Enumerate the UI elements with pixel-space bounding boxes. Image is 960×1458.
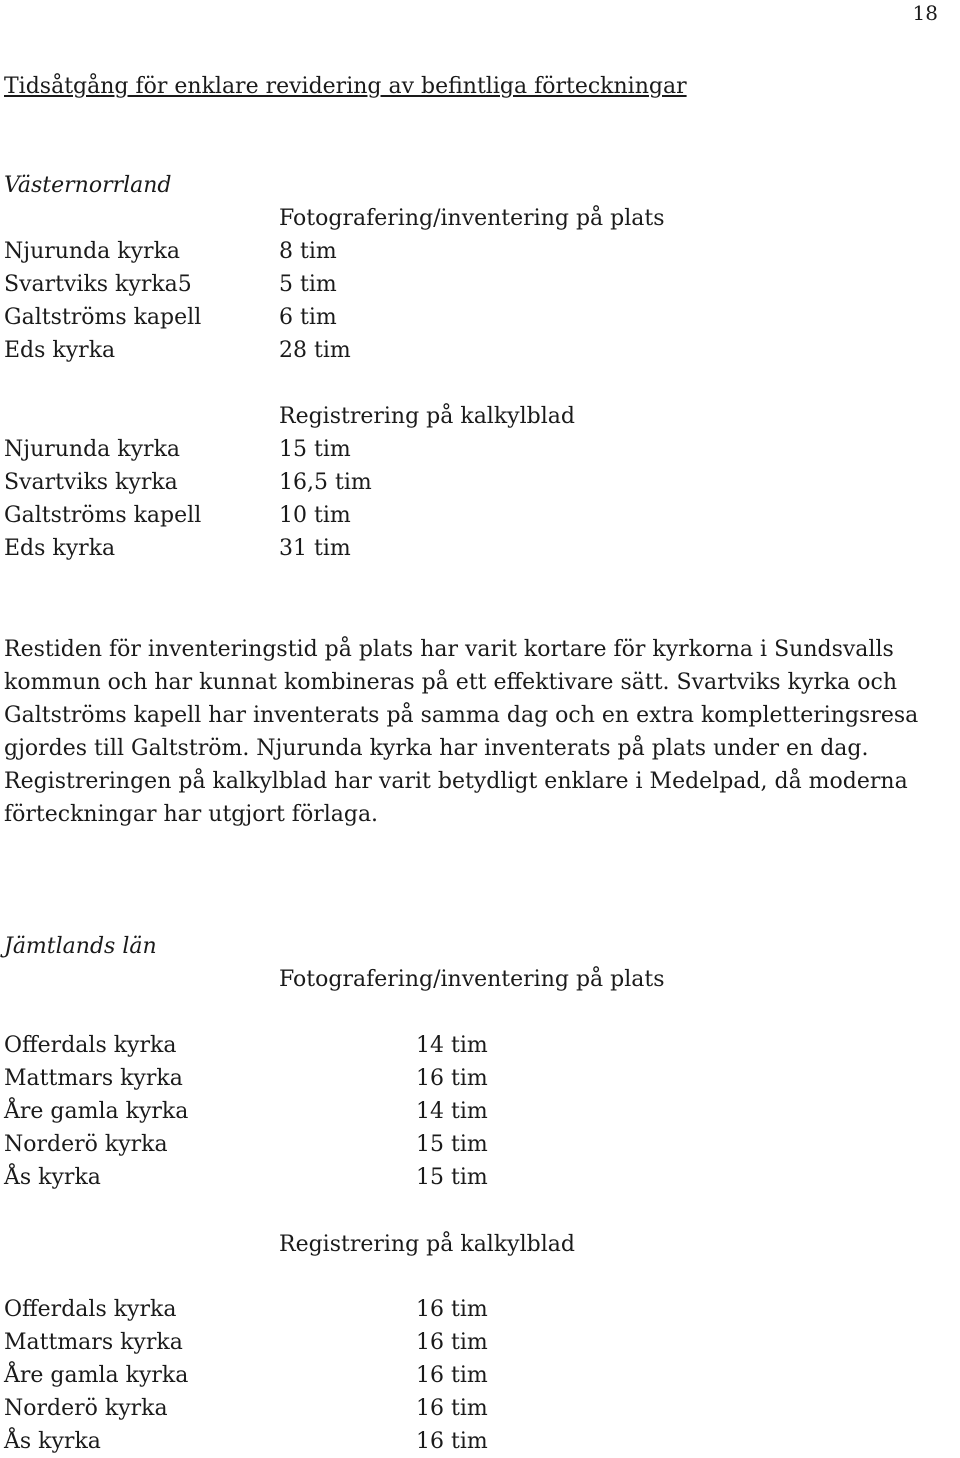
- hours-value: 16 tim: [416, 1363, 488, 1388]
- hours-value: 15 tim: [279, 437, 351, 462]
- hours-value: 16 tim: [416, 1297, 488, 1322]
- hours-value: 8 tim: [279, 239, 337, 264]
- foto-heading: Fotografering/inventering på plats: [279, 206, 665, 231]
- page-title: Tidsåtgång för enklare revidering av befintliga förteckningar: [4, 74, 687, 99]
- body-paragraph: Restiden för inventeringstid på plats har varit kortare för kyrkorna i Sundsvalls kommun och har kunnat kombineras på ett effektivare sätt. Svartviks kyrka och Galtströms kapell har inventerats på samma dag och en extra kompletteringsresa gjordes till Galtström. Njurunda kyrka har inventerats på plats under en dag. Registreringen på kalkylblad har varit betydligt enklare i Medelpad, då moderna förteckningar har utgjort förlaga.: [4, 637, 919, 827]
- hours-value: 16,5 tim: [279, 470, 372, 495]
- church-name: Eds kyrka: [4, 536, 116, 561]
- church-name: Galtströms kapell: [4, 305, 202, 330]
- church-name: Njurunda kyrka: [4, 437, 181, 462]
- church-name: Svartviks kyrka: [4, 470, 178, 495]
- hours-value: 31 tim: [279, 536, 351, 561]
- church-name: Åre gamla kyrka: [4, 1099, 189, 1124]
- hours-value: 16 tim: [416, 1396, 488, 1421]
- church-name: Mattmars kyrka: [4, 1066, 183, 1091]
- church-name: Mattmars kyrka: [4, 1330, 183, 1355]
- hours-value: 10 tim: [279, 503, 351, 528]
- church-name: Njurunda kyrka: [4, 239, 181, 264]
- region-heading-jamtland: Jämtlands län: [4, 934, 157, 959]
- church-name: Norderö kyrka: [4, 1132, 168, 1157]
- region-heading-vasternorrland: Västernorrland: [4, 173, 172, 198]
- church-name: Svartviks kyrka5: [4, 272, 192, 297]
- hours-value: 16 tim: [416, 1429, 488, 1454]
- church-name: Galtströms kapell: [4, 503, 202, 528]
- church-name: Åre gamla kyrka: [4, 1363, 189, 1388]
- hours-value: 28 tim: [279, 338, 351, 363]
- registration-heading: Registrering på kalkylblad: [279, 404, 575, 429]
- hours-value: 16 tim: [416, 1330, 488, 1355]
- hours-value: 14 tim: [416, 1099, 488, 1124]
- hours-value: 14 tim: [416, 1033, 488, 1058]
- hours-value: 15 tim: [416, 1132, 488, 1157]
- hours-value: 15 tim: [416, 1165, 488, 1190]
- church-name: Ås kyrka: [4, 1429, 101, 1454]
- church-name: Norderö kyrka: [4, 1396, 168, 1421]
- hours-value: 16 tim: [416, 1066, 488, 1091]
- page-number: 18: [912, 1, 938, 25]
- hours-value: 5 tim: [279, 272, 337, 297]
- church-name: Offerdals kyrka: [4, 1033, 177, 1058]
- church-name: Offerdals kyrka: [4, 1297, 177, 1322]
- registration-heading: Registrering på kalkylblad: [279, 1232, 575, 1257]
- church-name: Eds kyrka: [4, 338, 116, 363]
- hours-value: 6 tim: [279, 305, 337, 330]
- church-name: Ås kyrka: [4, 1165, 101, 1190]
- foto-heading: Fotografering/inventering på plats: [279, 967, 665, 992]
